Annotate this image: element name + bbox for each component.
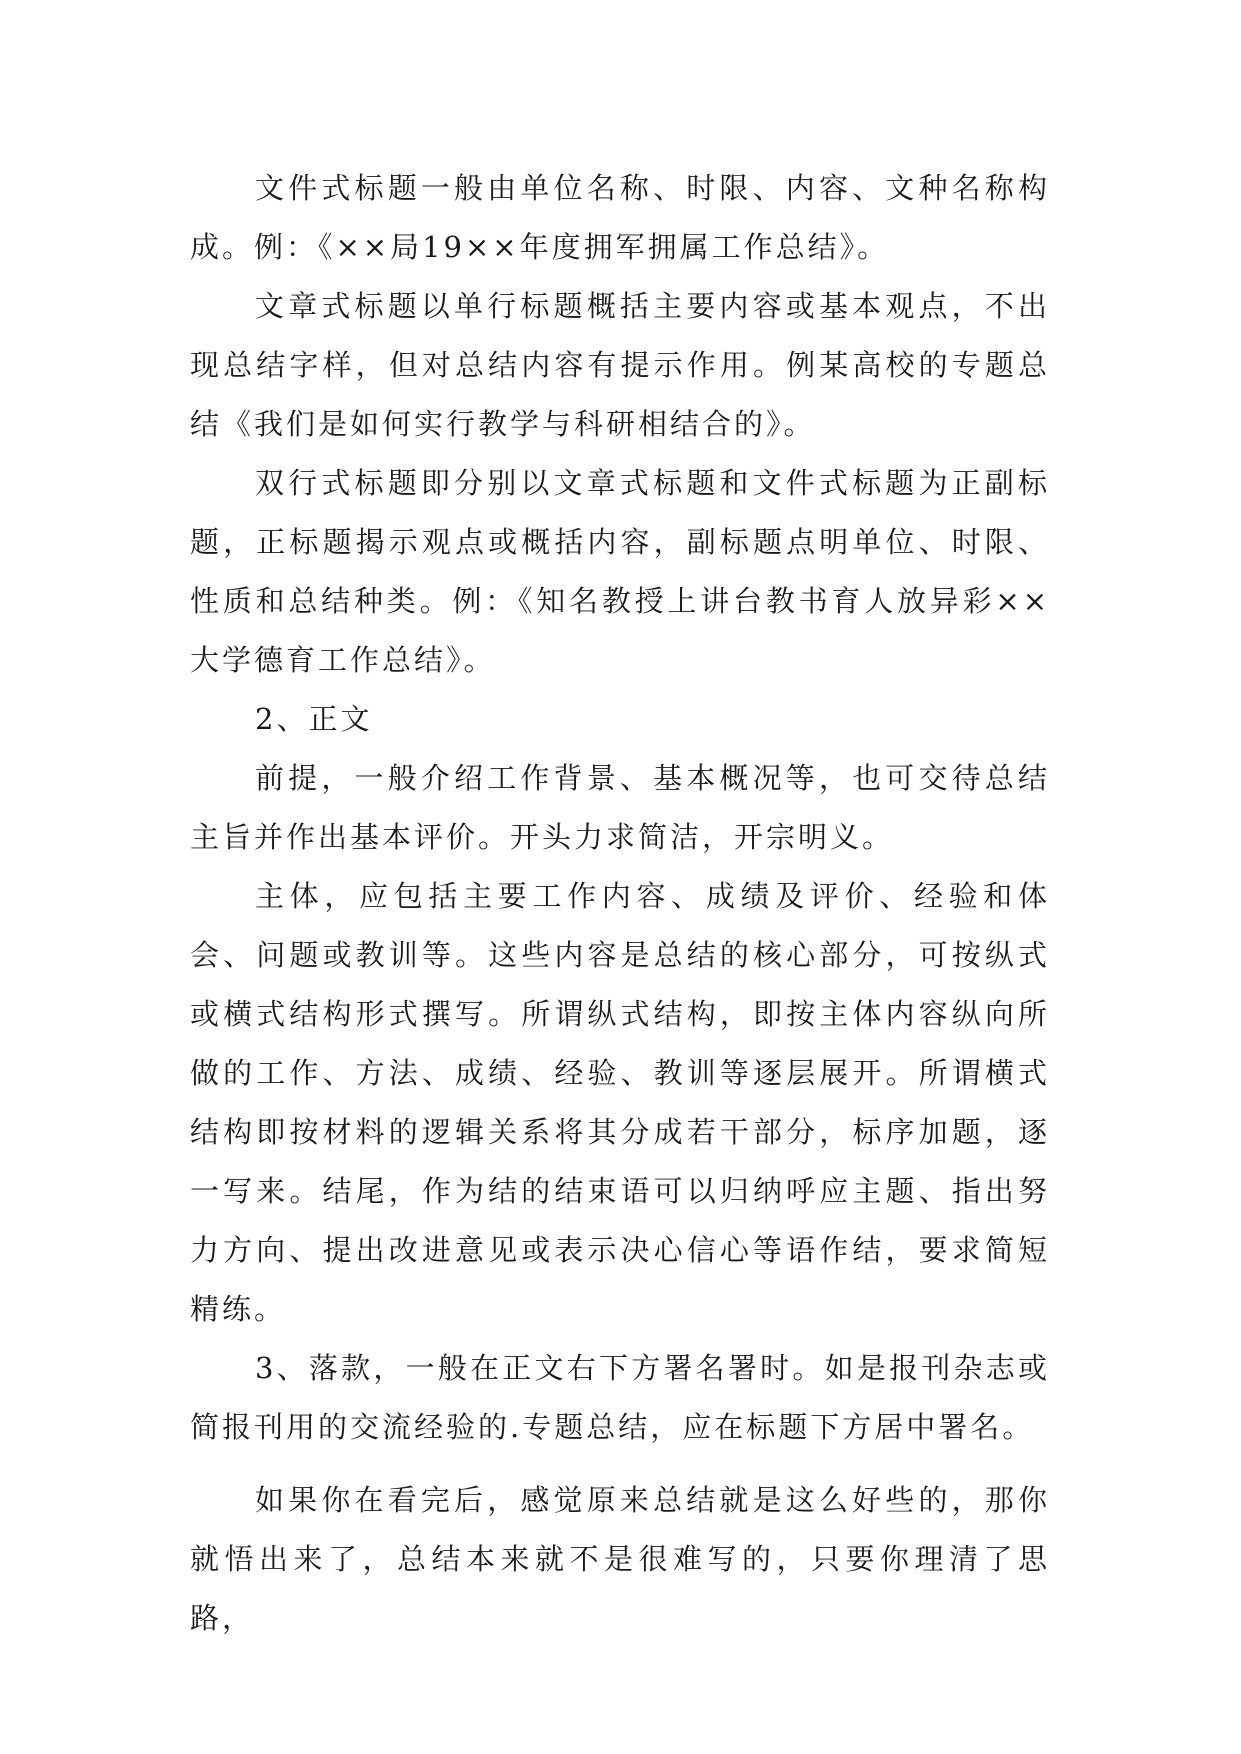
section-heading-body: 2、正文 xyxy=(255,702,373,736)
paragraph-double-line-title: 双行式标题即分别以文章式标题和文件式标题为正副标题，正标题揭示观点或概括内容，副标题点明单位、时限、性质和总结种类。例：《知名教授上讲台教书育人放异彩××大学德育工作总结》。 xyxy=(190,466,1050,677)
document-body xyxy=(190,159,1050,1648)
paragraph-document-style-title: 文件式标题一般由单位名称、时限、内容、文种名称构成。例：《××局19××年度拥军拥属工作总结》。 xyxy=(190,171,1050,264)
paragraph-conclusion: 如果你在看完后，感觉原来总结就是这么好些的，那你就悟出来了，总结本来就不是很难写的，只要你理清了思路， xyxy=(190,1483,1050,1635)
paragraph-premise: 前提，一般介绍工作背景、基本概况等，也可交待总结主旨并作出基本评价。开头力求简洁，开宗明义。 xyxy=(190,761,1050,854)
paragraph-article-style-title: 文章式标题以单行标题概括主要内容或基本观点，不出现总结字样，但对总结内容有提示作用。例某高校的专题总结《我们是如何实行教学与科研相结合的》。 xyxy=(190,289,1050,441)
paragraph-main-body: 主体，应包括主要工作内容、成绩及评价、经验和体会、问题或教训等。这些内容是总结的核心部分，可按纵式或横式结构形式撰写。所谓纵式结构，即按主体内容纵向所做的工作、方法、成绩、经验、教训等逐层展开。所谓横式结构即按材料的逻辑关系将其分成若干部分，标序加题，逐一写来。结尾，作为结的结束语可以归纳呼应主题、指出努力方向、提出改进意见或表示决心信心等语作结，要求简短精练。 xyxy=(190,879,1050,1326)
paragraph-signature: 3、落款，一般在正文右下方署名署时。如是报刊杂志或简报刊用的交流经验的.专题总结，应在标题下方居中署名。 xyxy=(190,1351,1050,1444)
